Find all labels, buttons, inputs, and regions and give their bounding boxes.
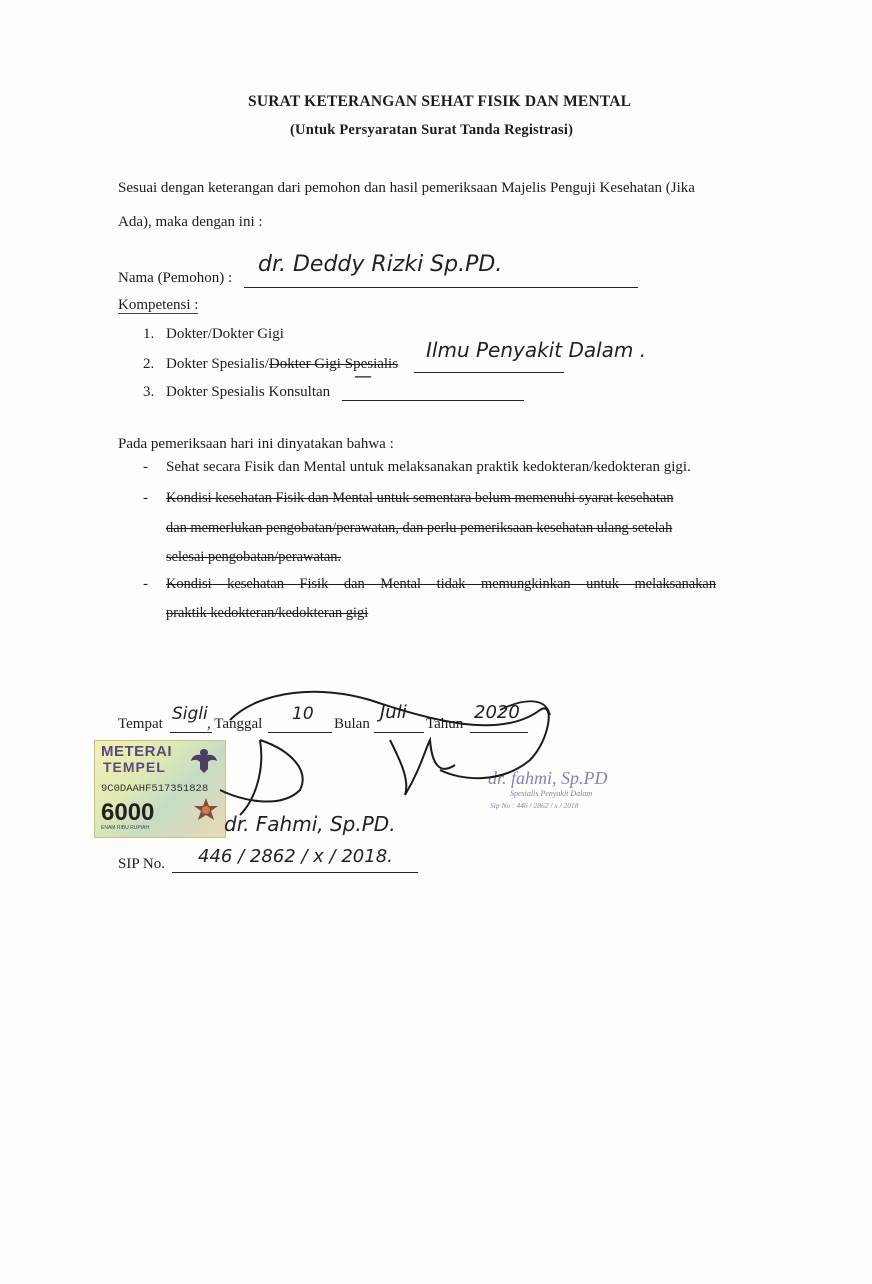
month-value: Juli [380,702,407,723]
competence-item-3-underline [342,400,524,401]
sip-label: SIP No. [118,856,165,872]
place-label: Tempat [118,716,163,732]
meterai-line-2: TEMPEL [103,759,166,775]
exam-bullet-3: - [143,576,148,592]
competence-item-3: Dokter Spesialis Konsultan [166,384,331,400]
competence-item-1: Dokter/Dokter Gigi [166,326,284,342]
competence-item-2-underline [414,372,564,373]
exam-bullet-2: - [143,490,148,506]
exam-item-2-line-1: Kondisi kesehatan Fisik dan Mental untuk sementara belum memenuhi syarat kesehatan [166,490,674,506]
applicant-label: Nama (Pemohon) : [118,270,233,286]
place-value: Sigli [172,704,208,724]
applicant-underline [244,287,638,288]
exam-item-2-line-3: selesai pengobatan/perawatan. [166,549,342,565]
competence-label-underline [118,313,198,314]
meterai-amount: 6000 [101,799,155,826]
year-label: Tahun [426,716,464,732]
intro-line-2: Ada), maka dengan ini : [118,214,263,230]
competence-item-2-num: 2. [143,356,155,372]
signature-name: dr. Fahmi, Sp.PD. [224,812,396,836]
exam-item-1: Sehat secara Fisik dan Mental untuk melaksanakan praktik kedokteran/kedokteran gigi. [166,459,691,475]
exam-item-3-line-2: praktik kedokteran/kedokteran gigi [166,605,369,621]
exam-item-2-line-2: dan memerlukan pengobatan/perawatan, dan perlu pemeriksaan kesehatan ulang setelah [166,520,673,536]
document-title: SURAT KETERANGAN SEHAT FISIK DAN MENTAL [248,93,632,110]
meterai-amount-words: ENAM RIBU RUPIAH [101,825,150,831]
exam-bullet-1: - [143,459,148,475]
doctor-stamp-sip: Sip No : 446 / 2862 / x / 2018 [490,801,579,810]
year-value: 2020 [474,702,520,723]
exam-intro: Pada pemeriksaan hari ini dinyatakan bahwa : [118,436,394,452]
document-subtitle: (Untuk Persyaratan Surat Tanda Registrasi) [290,122,574,138]
competence-item-3-fill: — [354,366,372,387]
competence-item-2-text: Dokter Spesialis/ [166,356,269,372]
exam-item-3-line-1: Kondisi kesehatan Fisik dan Mental tidak memungkinkan untuk melaksanakan [166,576,717,592]
competence-item-2-fill: Ilmu Penyakit Dalam . [426,338,647,362]
competence-label: Kompetensi : [118,297,199,313]
intro-line-1: Sesuai dengan keterangan dari pemohon dan hasil pemeriksaan Majelis Penguji Kesehatan (Jika [118,180,695,196]
competence-item-2-struck: Dokter Gigi Spesialis [268,356,399,372]
sip-underline [172,872,418,873]
competence-item-3-num: 3. [143,384,155,400]
doctor-stamp-title: Spesialis Penyakit Dalam [510,789,593,798]
doctor-stamp-name: dr. fahmi, Sp.PD [488,768,608,788]
meterai-serial: 9C0DAAHF517351828 [101,783,209,795]
competence-item-1-num: 1. [143,326,155,342]
sip-value: 446 / 2862 / x / 2018. [198,846,393,867]
meterai-line-1: METERAI [101,743,172,760]
applicant-value: dr. Deddy Rizki Sp.PD. [258,252,503,277]
signature-scribble [200,680,580,830]
date-label: , Tanggal [207,716,263,732]
month-label: Bulan [334,716,370,732]
date-value: 10 [292,704,314,724]
